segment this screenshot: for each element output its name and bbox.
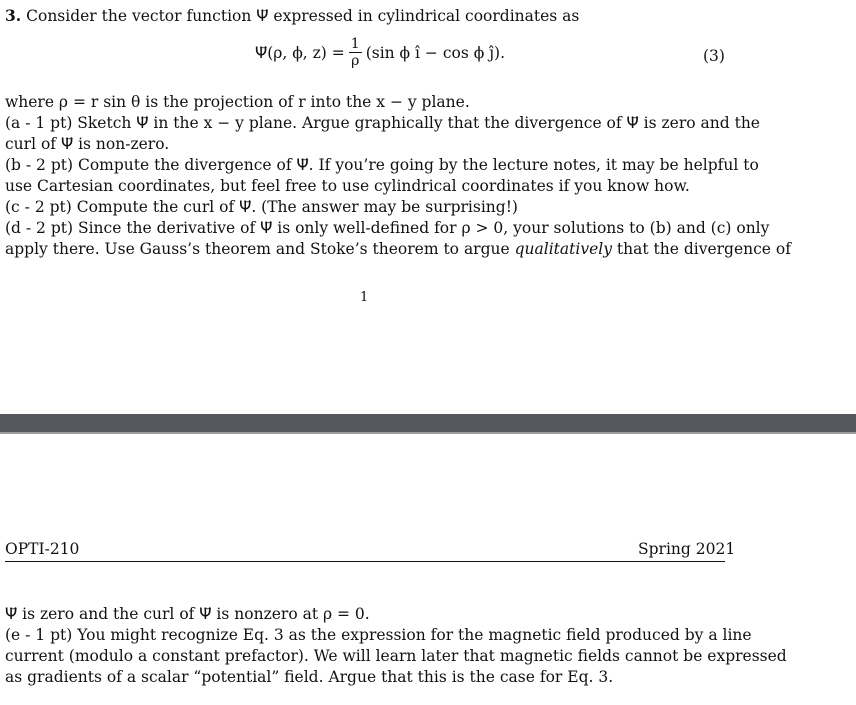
- body-line: (c - 2 pt) Compute the curl of Ψ⃗. (The answer may be surprising!): [5, 198, 518, 216]
- fraction-numerator: 1: [350, 36, 360, 52]
- problem-number: 3.: [5, 6, 22, 25]
- body-line: (b - 2 pt) Compute the divergence of Ψ⃗. If you’re going by the lecture notes, it may be helpful to: [5, 156, 759, 174]
- body-line: (d - 2 pt) Since the derivative of Ψ⃗ is only well-defined for ρ > 0, your solutions to (b) and (c) only: [5, 219, 770, 237]
- equation-lhs: Ψ⃗(ρ, ϕ, z) =: [255, 43, 345, 62]
- body-line: curl of Ψ⃗ is non-zero.: [5, 135, 170, 153]
- equation-number: (3): [703, 47, 725, 65]
- qualitatively-emphasis: qualitatively: [514, 240, 612, 258]
- page-separator: [0, 414, 856, 432]
- body-line: (e - 1 pt) You might recognize Eq. 3 as the expression for the magnetic field produced by a line: [5, 626, 752, 644]
- fraction-denominator: ρ: [351, 53, 360, 69]
- body-line: where ρ = r sin θ is the projection of r into the x − y plane.: [5, 93, 470, 111]
- header-rule: [5, 561, 725, 562]
- page-number: 1: [360, 290, 369, 305]
- equation-3: [255, 36, 505, 69]
- header-term: Spring 2021: [638, 540, 736, 558]
- body-line: Ψ⃗ is zero and the curl of Ψ⃗ is nonzero at ρ = 0.: [5, 605, 370, 623]
- body-line: use Cartesian coordinates, but feel free to use cylindrical coordinates if you know how.: [5, 177, 690, 195]
- problem-intro: [5, 6, 730, 26]
- body-line-last: [5, 239, 791, 259]
- body-line: (a - 1 pt) Sketch Ψ⃗ in the x − y plane. Argue graphically that the divergence of Ψ⃗ is zero and the: [5, 114, 760, 132]
- body-line: as gradients of a scalar “potential” field. Argue that this is the case for Eq. 3.: [5, 668, 614, 686]
- equation-fraction: [349, 36, 362, 69]
- last-line-suffix: that the divergence of: [611, 240, 791, 258]
- equation-rhs: (sin ϕ î − cos ϕ ĵ).: [365, 43, 506, 62]
- body-line: current (modulo a constant prefactor). We will learn later that magnetic fields cannot be expressed: [5, 647, 787, 665]
- last-line-prefix: apply there. Use Gauss’s theorem and Stoke’s theorem to argue: [5, 240, 515, 258]
- header-course: OPTI-210: [5, 540, 80, 558]
- intro-text: Consider the vector function Ψ⃗ expressed in cylindrical coordinates as: [26, 7, 580, 25]
